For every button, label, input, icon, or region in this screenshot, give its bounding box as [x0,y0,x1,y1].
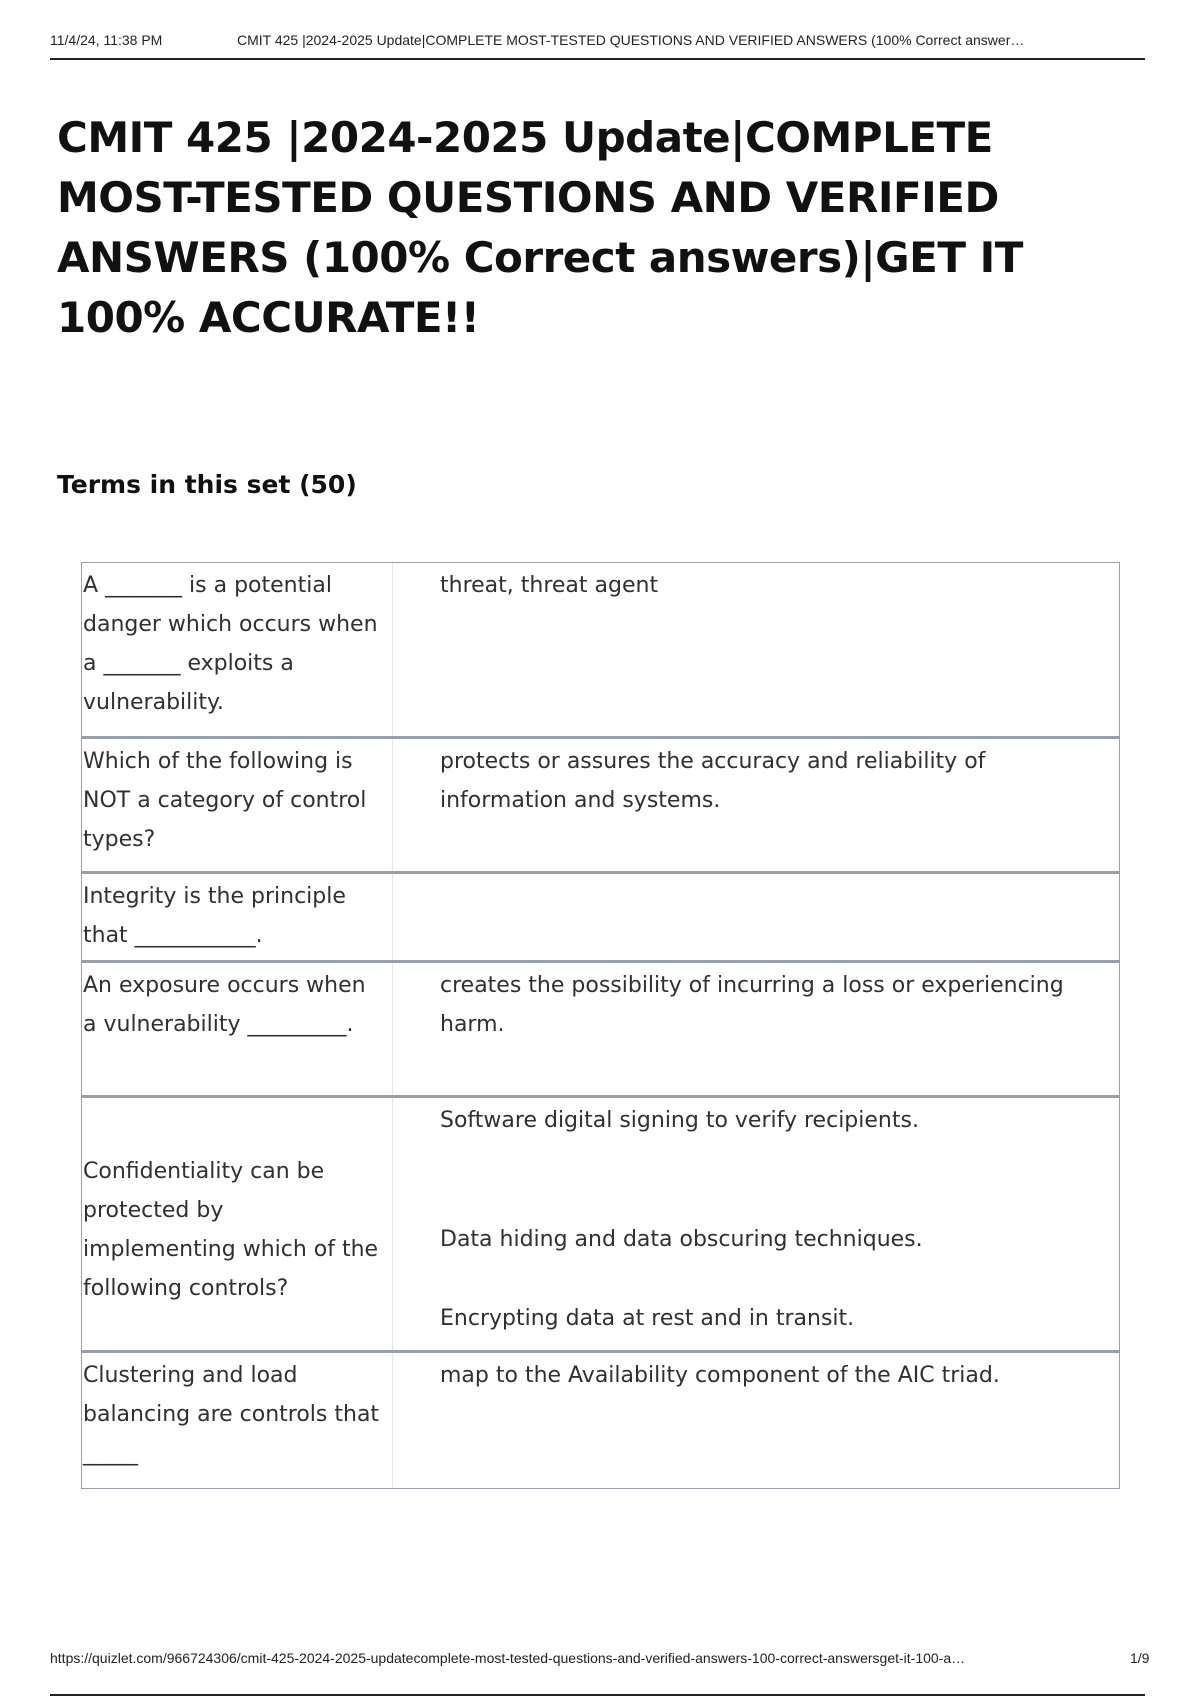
definition-option: Encrypting data at rest and in transit. [440,1306,855,1331]
terms-table [81,562,1120,1489]
print-document-title: CMIT 425 |2024-2025 Update|COMPLETE MOST-TESTED QUESTIONS AND VERIFIED ANSWERS (100% Correct answer… [237,32,1025,48]
term-text: An exposure occurs when a vulnerability _________. [83,973,366,1037]
term-row [82,963,1119,1098]
term-text: Confidentiality can be protected by implementing which of the following controls? [83,1159,379,1301]
definition-text: threat, threat agent [440,573,659,598]
term-text: Clustering and load balancing are controls that _____ [83,1363,380,1466]
print-source-url: https://quizlet.com/966724306/cmit-425-2024-2025-updatecomplete-most-tested-questions-and-verified-answers-100-correct-answersget-it-100-a… [50,1650,966,1666]
definition-text [392,874,1119,960]
definition-option: Software digital signing to verify recipients. [440,1108,919,1133]
print-datetime: 11/4/24, 11:38 PM [50,32,163,48]
term-row [82,874,1119,963]
terms-set-heading: Terms in this set (50) [57,470,357,499]
page-title: CMIT 425 |2024-2025 Update|COMPLETE MOST-TESTED QUESTIONS AND VERIFIED ANSWERS (100% Correct answers)|GET IT 100% ACCURATE!! [57,113,1023,342]
print-page-number: 1/9 [1130,1650,1150,1666]
footer-divider [50,1694,1145,1696]
term-text: Integrity is the principle that ___________. [83,884,346,948]
term-row [82,739,1119,874]
term-text: A _______ is a potential danger which occurs when a _______ exploits a vulnerability. [83,573,378,715]
definition-text: protects or assures the accuracy and reliability of information and systems. [440,749,986,813]
term-text: Which of the following is NOT a category of control types? [83,749,367,852]
definition-cell [392,1098,1119,1350]
term-row [82,1098,1119,1353]
definition-option: Data hiding and data obscuring techniques. [440,1227,923,1252]
print-header [50,28,1145,60]
definition-text: creates the possibility of incurring a loss or experiencing harm. [440,973,1064,1037]
definition-options [440,1101,1089,1342]
term-row [82,563,1119,739]
term-row [82,1353,1119,1488]
definition-text: map to the Availability component of the AIC triad. [440,1363,1000,1388]
